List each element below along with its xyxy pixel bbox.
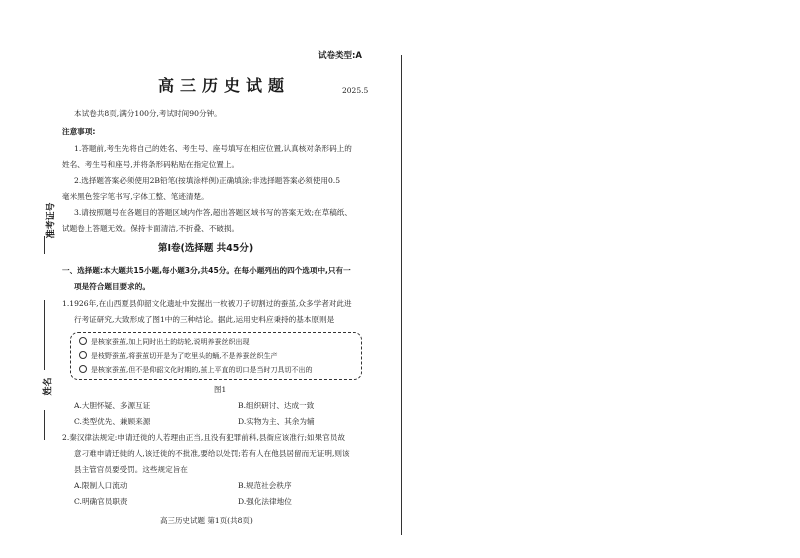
- figure-1-box: [70, 332, 362, 380]
- notice-3a: 3.请按照题号在各题目的答题区域内作答,超出答题区域书写的答案无效;在草稿纸、: [74, 208, 352, 217]
- bullet-circle-icon: [79, 337, 87, 345]
- candidate-number-label: 准考证号: [46, 202, 57, 239]
- bullet-circle-icon: [79, 351, 87, 359]
- notice-2b: 毫米黑色签字笔书写,字体工整、笔迹清楚。: [62, 192, 209, 201]
- q1-option-d: D.实物为主、其余为辅: [238, 417, 315, 426]
- section-title: 第Ⅰ卷(选择题 共45分): [158, 243, 254, 254]
- q1-stem-b: 行考证研究,大致形成了图1中的三种结论。据此,运用史料应秉持的基本原则是: [74, 315, 335, 324]
- q2-stem-c: 县主管官员要受罚。这些规定旨在: [74, 465, 188, 474]
- q1-option-c: C.类型优先、兼顾来源: [74, 417, 151, 426]
- exam-page: [62, 0, 382, 558]
- page-footer: 高三历史试题 第1页(共8页): [160, 516, 253, 525]
- q1-option-a: A.大胆怀疑、多源互证: [74, 401, 151, 410]
- margin-line-1: [44, 236, 45, 254]
- q1-option-b: B.组织研讨、达成一致: [238, 401, 315, 410]
- page-title: 高三历史试题: [158, 76, 291, 95]
- binding-margin: [28, 0, 58, 558]
- figure-item: 是枝野蚕茧,将蚕茧切开是为了吃里头的蛹,不是养蚕丝织生产: [79, 351, 277, 360]
- q2-option-c: C.明确官员职责: [74, 497, 128, 506]
- figure-1-caption: 图1: [214, 385, 227, 394]
- notice-1a: 1.答题前,考生先将自己的姓名、考生号、座号填写在相应位置,认真核对条形码上的: [74, 144, 352, 153]
- bullet-circle-icon: [79, 365, 87, 373]
- q2-stem-a: 2.秦汉律法规定:申请迁徙的人若理由正当,且没有犯罪前科,县衙应该准行;如果官员故: [62, 433, 345, 442]
- notice-1b: 姓名、考生号和座号,并将条形码粘贴在指定位置上。: [62, 160, 240, 169]
- name-label: 姓名: [43, 377, 54, 396]
- margin-line-2: [44, 300, 45, 370]
- notice-title: 注意事项:: [62, 127, 96, 136]
- q2-option-d: D.强化法律地位: [238, 497, 292, 506]
- section-instruction-a: 一、选择题:本大题共15小题,每小题3分,共45分。在每小题列出的四个选项中,只有一: [62, 266, 351, 275]
- q2-stem-b: 意刁难申请迁徙的人,该迁徙的不批准,要给以处罚;若有人在他县居留而无证明,则该: [74, 449, 350, 458]
- section-instruction-b: 项是符合题目要求的。: [74, 282, 150, 291]
- q2-option-b: B.规范社会秩序: [238, 481, 292, 490]
- q2-option-a: A.限制人口流动: [74, 481, 128, 490]
- exam-date: 2025.5: [342, 86, 369, 95]
- intro-line: 本试卷共8页,满分100分,考试时间90分钟。: [74, 109, 222, 118]
- notice-3b: 试题卷上答题无效。保持卡面清洁,不折叠、不破损。: [62, 224, 240, 233]
- figure-item: 是核家蚕茧,但不是仰韶文化时期的,茧上平直的切口是当时刀具切不出的: [79, 365, 312, 374]
- margin-line-3: [44, 410, 45, 440]
- figure-item: 是核家蚕茧,加上同时出土的纺轮,说明养蚕丝织出现: [79, 337, 249, 346]
- notice-2a: 2.选择题答案必须使用2B铅笔(按填涂样例)正确填涂;非选择题答案必须使用0.5: [74, 176, 341, 185]
- page-divider: [401, 55, 402, 535]
- q1-stem-a: 1.1926年,在山西夏县仰韶文化遗址中发掘出一枚被刀子切割过的蚕茧,众多学者对此进: [62, 299, 352, 308]
- paper-type: 试卷类型:A: [318, 51, 362, 61]
